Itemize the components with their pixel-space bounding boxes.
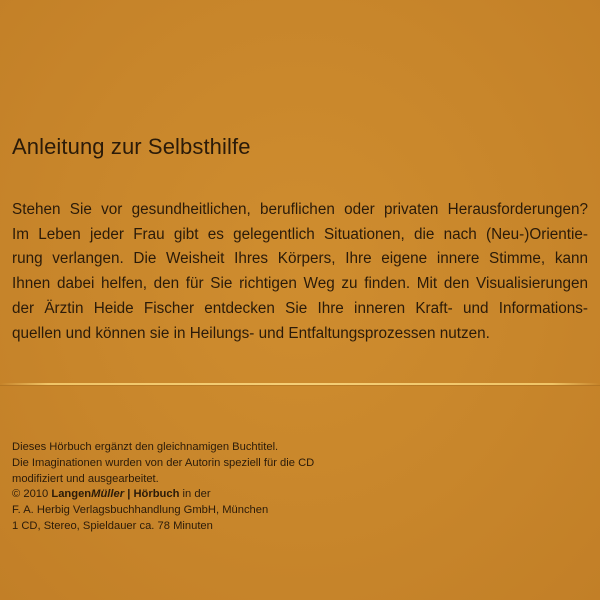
publisher-brand-mueller: Müller	[91, 488, 125, 501]
publisher-brand-separator: |	[124, 488, 134, 501]
credit-line: modifiziert und ausgearbeitet.	[12, 472, 159, 485]
description-line: der Ärztin Heide Fischer entdecken Sie Ihre inneren Kraft- und Informations-	[12, 299, 588, 317]
credit-line: Die Imaginationen wurden von der Autorin speziell für die CD	[12, 456, 315, 469]
divider-shadow	[0, 385, 600, 386]
description-line: quellen und können sie in Heilungs- und Entfaltungsprozessen nutzen.	[12, 324, 490, 342]
description-line: Ihnen dabei helfen, den für Sie richtigen Weg zu finden. Mit den Visualisierungen	[12, 275, 588, 293]
description-line: rung verlangen. Die Weisheit Ihres Körpers, Ihre eigene innere Stimme, kann	[12, 250, 588, 268]
publisher-brand-hoerbuch: Hörbuch	[133, 488, 180, 501]
description-line: Im Leben jeder Frau gibt es gelegentlich Situationen, die nach (Neu-)Orientie-	[12, 225, 588, 243]
publisher-brand-langen: Langen	[51, 488, 92, 501]
copyright-line	[12, 487, 314, 503]
page-title: Anleitung zur Selbsthilfe	[12, 134, 251, 159]
credits-block	[12, 440, 314, 535]
credit-line: F. A. Herbig Verlagsbuchhandlung GmbH, München	[12, 504, 269, 517]
credit-line: Dieses Hörbuch ergänzt den gleichnamigen Buchtitel.	[12, 441, 279, 453]
description-text	[12, 198, 588, 346]
copyright-prefix: © 2010	[12, 488, 52, 501]
credit-line: 1 CD, Stereo, Spieldauer ca. 78 Minuten	[12, 519, 213, 532]
copyright-suffix: in der	[179, 488, 211, 501]
description-line: Stehen Sie vor gesundheitlichen, beruflichen oder privaten Herausforderungen?	[12, 201, 588, 218]
